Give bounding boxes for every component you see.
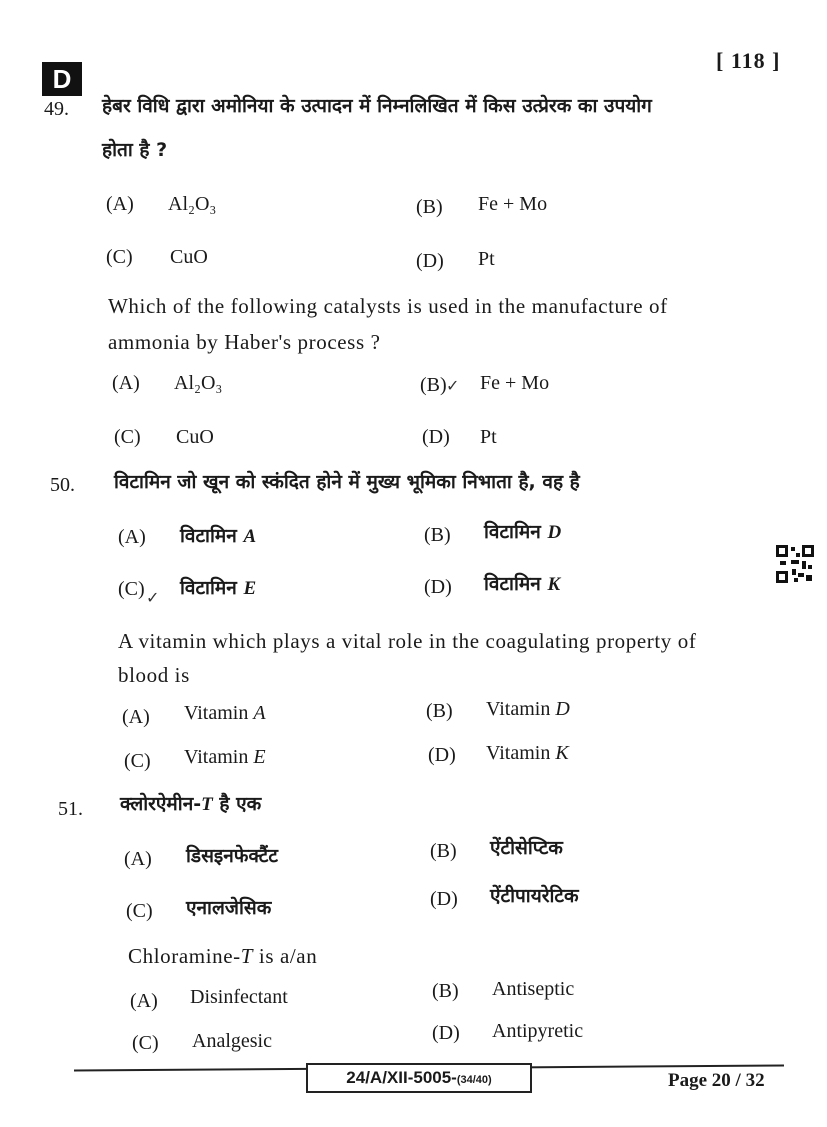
option-label: (A) (122, 706, 150, 728)
option-text: Al₂O₃ (174, 372, 223, 394)
option-label: (D) (432, 1022, 460, 1044)
question-text-line: blood is (118, 663, 190, 687)
option-label: (D) (428, 744, 456, 766)
option-label: (C) (118, 578, 145, 600)
option-label: (D) (430, 888, 458, 910)
option-label: (A) (106, 193, 134, 215)
tick-mark-icon: ✓ (446, 376, 460, 395)
option-text: Vitamin D (486, 698, 570, 720)
option-text: विटामिन D (484, 521, 562, 543)
option-text: Al₂O₃ (168, 193, 217, 215)
option-text: डिसइनफेक्टैंट (186, 845, 278, 867)
tick-mark-icon: ✓ (146, 588, 160, 607)
option-label: (D) (416, 250, 444, 272)
option-text: Fe + Mo (480, 372, 550, 394)
option-label: (C) (126, 900, 153, 922)
page-reference: [ 118 ] (716, 48, 781, 73)
option-label: (C) (124, 750, 151, 772)
option-text: Fe + Mo (478, 193, 548, 215)
option-text: Vitamin K (486, 742, 569, 764)
question-text-line: Which of the following catalysts is used in the manufacture of (108, 294, 668, 318)
option-text: CuO (176, 426, 214, 448)
option-text: CuO (170, 246, 208, 268)
qr-code-icon (776, 545, 814, 583)
question-text-line: हेबर विधि द्वारा अमोनिया के उत्पादन में निम्नलिखित में किस उत्प्रेरक का उपयोग (102, 95, 652, 117)
question-text-english (108, 288, 798, 360)
option-label: (C) (106, 246, 133, 268)
option-text: Vitamin A (184, 702, 266, 724)
question-text-english (118, 624, 798, 692)
option-label: (B) (426, 700, 453, 722)
option-label: (A) (118, 526, 146, 548)
option-text: विटामिन E (180, 577, 257, 599)
option-label: (B) (430, 840, 457, 862)
option-label: (B) (424, 524, 451, 546)
option-text: ऐंटीपायरेटिक (490, 885, 579, 907)
question-number: 49. (44, 98, 69, 120)
option-text: Disinfectant (190, 986, 288, 1008)
option-text: विटामिन K (484, 573, 561, 595)
option-label: (A) (130, 990, 158, 1012)
option-text: Pt (478, 248, 495, 270)
question-text-line: A vitamin which plays a vital role in the coagulating property of (118, 629, 697, 653)
question-text-hindi: विटामिन जो खून को स्कंदित होने में मुख्य भूमिका निभाता है, वह है (114, 471, 580, 493)
option-label: (C) (114, 426, 141, 448)
option-label: (B) (432, 980, 459, 1002)
paper-code: 24/A/XII-5005-(34/40) (306, 1063, 532, 1093)
option-label: (C) (132, 1032, 159, 1054)
option-text: ऐंटीसेप्टिक (490, 837, 563, 859)
question-number: 51. (58, 798, 83, 820)
question-number: 50. (50, 474, 75, 496)
question-text-hindi: क्लोरऐमीन-T है एक (120, 793, 262, 815)
option-label: (D) (422, 426, 450, 448)
option-label: (B) (420, 374, 447, 396)
option-text: एनालजेसिक (186, 897, 272, 919)
option-text: Analgesic (192, 1030, 272, 1052)
option-text: विटामिन A (180, 525, 257, 547)
option-text: Vitamin E (184, 746, 266, 768)
option-text: Pt (480, 426, 497, 448)
option-text: Antiseptic (492, 978, 575, 1000)
series-badge: D (42, 62, 82, 96)
question-text-hindi (102, 88, 792, 168)
question-text-line: ammonia by Haber's process ? (108, 330, 381, 354)
option-text: Antipyretic (492, 1020, 584, 1042)
option-label: (D) (424, 576, 452, 598)
page-number: Page 20 / 32 (668, 1070, 765, 1091)
option-label: (B) (416, 196, 443, 218)
option-label: (A) (112, 372, 140, 394)
question-text-line: होता है ? (102, 139, 168, 161)
question-text-english: Chloramine-T is a/an (128, 944, 318, 968)
option-label: (A) (124, 848, 152, 870)
